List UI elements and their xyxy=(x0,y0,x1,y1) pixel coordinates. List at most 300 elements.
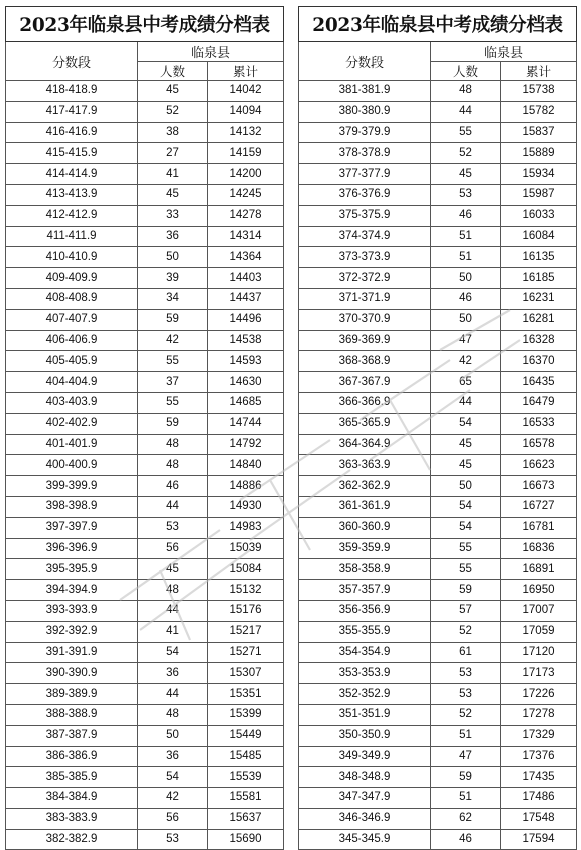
table-row xyxy=(6,663,284,684)
score-range-cell: 405-405.9 xyxy=(6,351,138,372)
table-row xyxy=(6,684,284,705)
table-row xyxy=(6,330,284,351)
cumulative-cell: 15217 xyxy=(208,621,284,642)
count-cell: 41 xyxy=(138,164,208,185)
table-row xyxy=(6,81,284,102)
table-row xyxy=(299,517,577,538)
score-range-cell: 399-399.9 xyxy=(6,476,138,497)
county-group-header: 临泉县 xyxy=(431,42,577,62)
count-cell: 57 xyxy=(431,600,501,621)
count-cell: 56 xyxy=(138,808,208,829)
score-range-cell: 416-416.9 xyxy=(6,122,138,143)
cumulative-cell: 15449 xyxy=(208,725,284,746)
score-range-cell: 412-412.9 xyxy=(6,205,138,226)
score-range-cell: 384-384.9 xyxy=(6,788,138,809)
table-row xyxy=(6,829,284,850)
cumulative-cell: 14983 xyxy=(208,517,284,538)
table-row xyxy=(6,413,284,434)
cumulative-cell: 16533 xyxy=(501,413,577,434)
cumulative-cell: 14744 xyxy=(208,413,284,434)
table-row xyxy=(299,288,577,309)
table-row xyxy=(299,580,577,601)
cumulative-cell: 16281 xyxy=(501,309,577,330)
table-row xyxy=(299,725,577,746)
cumulative-cell: 14159 xyxy=(208,143,284,164)
table-row xyxy=(299,476,577,497)
table-row xyxy=(6,600,284,621)
table-row xyxy=(299,184,577,205)
table-row xyxy=(299,496,577,517)
cumulative-cell: 17329 xyxy=(501,725,577,746)
cumulative-cell: 14278 xyxy=(208,205,284,226)
count-cell: 53 xyxy=(138,517,208,538)
count-cell: 55 xyxy=(138,392,208,413)
cumulative-cell: 15084 xyxy=(208,559,284,580)
cumulative-cell: 14245 xyxy=(208,184,284,205)
cumulative-cell: 16578 xyxy=(501,434,577,455)
score-range-cell: 371-371.9 xyxy=(299,288,431,309)
table-row xyxy=(6,517,284,538)
cumulative-cell: 14792 xyxy=(208,434,284,455)
table-row xyxy=(299,101,577,122)
count-cell: 50 xyxy=(431,476,501,497)
score-range-cell: 370-370.9 xyxy=(299,309,431,330)
score-range-cell: 390-390.9 xyxy=(6,663,138,684)
table-row xyxy=(299,392,577,413)
table-row xyxy=(6,184,284,205)
score-range-cell: 362-362.9 xyxy=(299,476,431,497)
count-cell: 54 xyxy=(431,413,501,434)
table-row xyxy=(299,143,577,164)
cumulative-cell: 14886 xyxy=(208,476,284,497)
cumulative-cell: 16836 xyxy=(501,538,577,559)
score-range-header: 分数段 xyxy=(299,42,431,81)
score-range-cell: 352-352.9 xyxy=(299,684,431,705)
cumulative-cell: 15271 xyxy=(208,642,284,663)
cumulative-cell: 15485 xyxy=(208,746,284,767)
cumulative-cell: 15176 xyxy=(208,600,284,621)
table-row xyxy=(6,143,284,164)
score-range-cell: 381-381.9 xyxy=(299,81,431,102)
cumulative-cell: 15539 xyxy=(208,767,284,788)
count-cell: 50 xyxy=(138,247,208,268)
count-cell: 48 xyxy=(138,455,208,476)
count-cell: 36 xyxy=(138,746,208,767)
table-row xyxy=(299,247,577,268)
score-range-cell: 413-413.9 xyxy=(6,184,138,205)
score-range-cell: 373-373.9 xyxy=(299,247,431,268)
count-cell: 46 xyxy=(138,476,208,497)
count-cell: 36 xyxy=(138,663,208,684)
cumulative-cell: 14538 xyxy=(208,330,284,351)
score-range-cell: 355-355.9 xyxy=(299,621,431,642)
count-cell: 61 xyxy=(431,642,501,663)
cumulative-cell: 17435 xyxy=(501,767,577,788)
cumulative-cell: 14630 xyxy=(208,372,284,393)
cumulative-cell: 17376 xyxy=(501,746,577,767)
count-cell: 55 xyxy=(431,538,501,559)
score-range-cell: 366-366.9 xyxy=(299,392,431,413)
cumulative-cell: 14200 xyxy=(208,164,284,185)
table-row xyxy=(299,351,577,372)
score-range-cell: 397-397.9 xyxy=(6,517,138,538)
cumulative-cell: 14042 xyxy=(208,81,284,102)
cumulative-cell: 14437 xyxy=(208,288,284,309)
count-cell: 54 xyxy=(138,767,208,788)
cumulative-cell: 16231 xyxy=(501,288,577,309)
cumulative-cell: 15399 xyxy=(208,704,284,725)
score-range-cell: 349-349.9 xyxy=(299,746,431,767)
score-range-cell: 408-408.9 xyxy=(6,288,138,309)
count-cell: 48 xyxy=(431,81,501,102)
score-range-cell: 398-398.9 xyxy=(6,496,138,517)
count-cell: 51 xyxy=(431,788,501,809)
count-cell: 46 xyxy=(431,288,501,309)
table-row xyxy=(6,621,284,642)
cumulative-cell: 16084 xyxy=(501,226,577,247)
count-cell: 45 xyxy=(138,184,208,205)
cumulative-header: 累计 xyxy=(501,62,577,81)
table-row xyxy=(6,559,284,580)
score-range-cell: 386-386.9 xyxy=(6,746,138,767)
cumulative-cell: 15690 xyxy=(208,829,284,850)
score-range-cell: 368-368.9 xyxy=(299,351,431,372)
count-cell: 59 xyxy=(431,580,501,601)
cumulative-cell: 16135 xyxy=(501,247,577,268)
score-range-cell: 351-351.9 xyxy=(299,704,431,725)
count-cell: 48 xyxy=(138,704,208,725)
cumulative-cell: 15351 xyxy=(208,684,284,705)
table-row xyxy=(299,663,577,684)
score-range-cell: 417-417.9 xyxy=(6,101,138,122)
score-range-cell: 379-379.9 xyxy=(299,122,431,143)
count-cell: 44 xyxy=(138,684,208,705)
score-table-right xyxy=(298,6,576,850)
count-cell: 52 xyxy=(138,101,208,122)
cumulative-cell: 16950 xyxy=(501,580,577,601)
count-cell: 41 xyxy=(138,621,208,642)
score-range-cell: 407-407.9 xyxy=(6,309,138,330)
score-range-cell: 418-418.9 xyxy=(6,81,138,102)
score-range-cell: 358-358.9 xyxy=(299,559,431,580)
score-range-cell: 387-387.9 xyxy=(6,725,138,746)
count-cell: 50 xyxy=(431,309,501,330)
count-cell: 34 xyxy=(138,288,208,309)
score-range-cell: 391-391.9 xyxy=(6,642,138,663)
cumulative-cell: 16435 xyxy=(501,372,577,393)
score-range-cell: 383-383.9 xyxy=(6,808,138,829)
cumulative-cell: 15889 xyxy=(501,143,577,164)
table-row xyxy=(6,434,284,455)
cumulative-cell: 14930 xyxy=(208,496,284,517)
count-cell: 44 xyxy=(431,101,501,122)
count-cell: 42 xyxy=(138,330,208,351)
score-range-cell: 356-356.9 xyxy=(299,600,431,621)
cumulative-cell: 15637 xyxy=(208,808,284,829)
cumulative-cell: 16033 xyxy=(501,205,577,226)
score-range-cell: 350-350.9 xyxy=(299,725,431,746)
count-cell: 53 xyxy=(431,684,501,705)
score-range-cell: 354-354.9 xyxy=(299,642,431,663)
table-row xyxy=(299,538,577,559)
table-row xyxy=(299,372,577,393)
score-range-cell: 402-402.9 xyxy=(6,413,138,434)
count-cell: 59 xyxy=(138,413,208,434)
count-cell: 54 xyxy=(431,517,501,538)
score-range-cell: 346-346.9 xyxy=(299,808,431,829)
score-range-cell: 363-363.9 xyxy=(299,455,431,476)
count-cell: 51 xyxy=(431,247,501,268)
table-row xyxy=(6,268,284,289)
score-range-cell: 360-360.9 xyxy=(299,517,431,538)
score-range-cell: 393-393.9 xyxy=(6,600,138,621)
count-cell: 42 xyxy=(431,351,501,372)
count-cell: 50 xyxy=(431,268,501,289)
count-header: 人数 xyxy=(431,62,501,81)
count-cell: 53 xyxy=(138,829,208,850)
score-range-cell: 377-377.9 xyxy=(299,164,431,185)
score-range-cell: 394-394.9 xyxy=(6,580,138,601)
table-row xyxy=(299,330,577,351)
count-cell: 50 xyxy=(138,725,208,746)
score-range-cell: 347-347.9 xyxy=(299,788,431,809)
score-range-cell: 353-353.9 xyxy=(299,663,431,684)
count-cell: 47 xyxy=(431,746,501,767)
count-cell: 53 xyxy=(431,663,501,684)
table-row xyxy=(6,101,284,122)
count-cell: 55 xyxy=(431,122,501,143)
count-cell: 45 xyxy=(138,81,208,102)
score-range-cell: 359-359.9 xyxy=(299,538,431,559)
count-cell: 52 xyxy=(431,621,501,642)
score-range-cell: 415-415.9 xyxy=(6,143,138,164)
score-range-cell: 357-357.9 xyxy=(299,580,431,601)
score-range-cell: 404-404.9 xyxy=(6,372,138,393)
cumulative-cell: 17173 xyxy=(501,663,577,684)
score-range-cell: 348-348.9 xyxy=(299,767,431,788)
count-cell: 42 xyxy=(138,788,208,809)
score-range-cell: 406-406.9 xyxy=(6,330,138,351)
table-row xyxy=(299,808,577,829)
count-cell: 45 xyxy=(431,164,501,185)
score-range-cell: 396-396.9 xyxy=(6,538,138,559)
score-range-cell: 364-364.9 xyxy=(299,434,431,455)
table-row xyxy=(6,226,284,247)
table-row xyxy=(299,788,577,809)
score-table xyxy=(298,6,577,850)
cumulative-cell: 14496 xyxy=(208,309,284,330)
cumulative-cell: 16891 xyxy=(501,559,577,580)
cumulative-cell: 15307 xyxy=(208,663,284,684)
count-cell: 39 xyxy=(138,268,208,289)
count-cell: 44 xyxy=(138,600,208,621)
cumulative-cell: 15837 xyxy=(501,122,577,143)
score-range-header: 分数段 xyxy=(6,42,138,81)
table-row xyxy=(299,600,577,621)
score-range-cell: 388-388.9 xyxy=(6,704,138,725)
table-row xyxy=(6,725,284,746)
cumulative-cell: 14685 xyxy=(208,392,284,413)
table-title: 2023年临泉县中考成绩分档表 xyxy=(6,7,284,42)
score-range-cell: 375-375.9 xyxy=(299,205,431,226)
count-cell: 59 xyxy=(138,309,208,330)
count-cell: 27 xyxy=(138,143,208,164)
cumulative-cell: 15039 xyxy=(208,538,284,559)
count-cell: 45 xyxy=(431,434,501,455)
score-range-cell: 389-389.9 xyxy=(6,684,138,705)
table-row xyxy=(6,808,284,829)
count-cell: 51 xyxy=(431,226,501,247)
count-cell: 33 xyxy=(138,205,208,226)
cumulative-cell: 16328 xyxy=(501,330,577,351)
table-title: 2023年临泉县中考成绩分档表 xyxy=(299,7,577,42)
score-range-cell: 378-378.9 xyxy=(299,143,431,164)
score-range-cell: 395-395.9 xyxy=(6,559,138,580)
table-row xyxy=(6,455,284,476)
cumulative-cell: 15987 xyxy=(501,184,577,205)
table-row xyxy=(6,580,284,601)
table-row xyxy=(299,122,577,143)
table-row xyxy=(299,455,577,476)
score-range-cell: 392-392.9 xyxy=(6,621,138,642)
count-cell: 44 xyxy=(138,496,208,517)
table-row xyxy=(299,205,577,226)
count-cell: 36 xyxy=(138,226,208,247)
score-range-cell: 374-374.9 xyxy=(299,226,431,247)
table-row xyxy=(6,476,284,497)
table-row xyxy=(6,164,284,185)
table-row xyxy=(299,746,577,767)
count-cell: 48 xyxy=(138,580,208,601)
score-range-cell: 400-400.9 xyxy=(6,455,138,476)
cumulative-cell: 17594 xyxy=(501,829,577,850)
table-row xyxy=(299,434,577,455)
count-cell: 53 xyxy=(431,184,501,205)
score-range-cell: 365-365.9 xyxy=(299,413,431,434)
cumulative-cell: 14314 xyxy=(208,226,284,247)
cumulative-header: 累计 xyxy=(208,62,284,81)
table-row xyxy=(299,642,577,663)
count-cell: 51 xyxy=(431,725,501,746)
count-cell: 56 xyxy=(138,538,208,559)
score-range-cell: 403-403.9 xyxy=(6,392,138,413)
cumulative-cell: 16673 xyxy=(501,476,577,497)
table-row xyxy=(6,767,284,788)
table-row xyxy=(6,788,284,809)
count-cell: 44 xyxy=(431,392,501,413)
score-range-cell: 380-380.9 xyxy=(299,101,431,122)
table-row xyxy=(6,309,284,330)
count-cell: 55 xyxy=(138,351,208,372)
score-range-cell: 382-382.9 xyxy=(6,829,138,850)
table-row xyxy=(6,351,284,372)
score-range-cell: 376-376.9 xyxy=(299,184,431,205)
table-row xyxy=(299,559,577,580)
table-row xyxy=(299,164,577,185)
score-range-cell: 401-401.9 xyxy=(6,434,138,455)
count-cell: 45 xyxy=(138,559,208,580)
score-range-cell: 409-409.9 xyxy=(6,268,138,289)
cumulative-cell: 14593 xyxy=(208,351,284,372)
score-range-cell: 367-367.9 xyxy=(299,372,431,393)
count-header: 人数 xyxy=(138,62,208,81)
score-table-left xyxy=(5,6,283,850)
table-row xyxy=(299,309,577,330)
score-range-cell: 369-369.9 xyxy=(299,330,431,351)
cumulative-cell: 14403 xyxy=(208,268,284,289)
table-row xyxy=(6,247,284,268)
table-row xyxy=(6,372,284,393)
table-row xyxy=(6,288,284,309)
count-cell: 55 xyxy=(431,559,501,580)
cumulative-cell: 16185 xyxy=(501,268,577,289)
table-row xyxy=(299,621,577,642)
table-row xyxy=(299,268,577,289)
table-row xyxy=(299,767,577,788)
count-cell: 48 xyxy=(138,434,208,455)
count-cell: 62 xyxy=(431,808,501,829)
cumulative-cell: 17059 xyxy=(501,621,577,642)
score-range-cell: 414-414.9 xyxy=(6,164,138,185)
count-cell: 52 xyxy=(431,143,501,164)
count-cell: 45 xyxy=(431,455,501,476)
count-cell: 59 xyxy=(431,767,501,788)
count-cell: 46 xyxy=(431,829,501,850)
table-row xyxy=(6,205,284,226)
table-row xyxy=(6,704,284,725)
cumulative-cell: 17226 xyxy=(501,684,577,705)
table-row xyxy=(6,122,284,143)
count-cell: 52 xyxy=(431,704,501,725)
cumulative-cell: 14132 xyxy=(208,122,284,143)
cumulative-cell: 15581 xyxy=(208,788,284,809)
table-row xyxy=(299,81,577,102)
cumulative-cell: 17548 xyxy=(501,808,577,829)
table-row xyxy=(6,642,284,663)
cumulative-cell: 15132 xyxy=(208,580,284,601)
cumulative-cell: 17007 xyxy=(501,600,577,621)
count-cell: 37 xyxy=(138,372,208,393)
cumulative-cell: 14094 xyxy=(208,101,284,122)
table-row xyxy=(299,829,577,850)
score-range-cell: 385-385.9 xyxy=(6,767,138,788)
cumulative-cell: 14840 xyxy=(208,455,284,476)
county-group-header: 临泉县 xyxy=(138,42,284,62)
cumulative-cell: 17120 xyxy=(501,642,577,663)
table-row xyxy=(299,704,577,725)
table-row xyxy=(6,746,284,767)
cumulative-cell: 16781 xyxy=(501,517,577,538)
count-cell: 54 xyxy=(431,496,501,517)
count-cell: 65 xyxy=(431,372,501,393)
table-row xyxy=(6,392,284,413)
table-row xyxy=(299,684,577,705)
cumulative-cell: 16479 xyxy=(501,392,577,413)
count-cell: 38 xyxy=(138,122,208,143)
score-table xyxy=(5,6,284,850)
cumulative-cell: 16370 xyxy=(501,351,577,372)
cumulative-cell: 15782 xyxy=(501,101,577,122)
table-row xyxy=(6,496,284,517)
cumulative-cell: 17278 xyxy=(501,704,577,725)
cumulative-cell: 16623 xyxy=(501,455,577,476)
cumulative-cell: 17486 xyxy=(501,788,577,809)
count-cell: 47 xyxy=(431,330,501,351)
score-range-cell: 411-411.9 xyxy=(6,226,138,247)
score-range-cell: 345-345.9 xyxy=(299,829,431,850)
table-row xyxy=(6,538,284,559)
cumulative-cell: 14364 xyxy=(208,247,284,268)
